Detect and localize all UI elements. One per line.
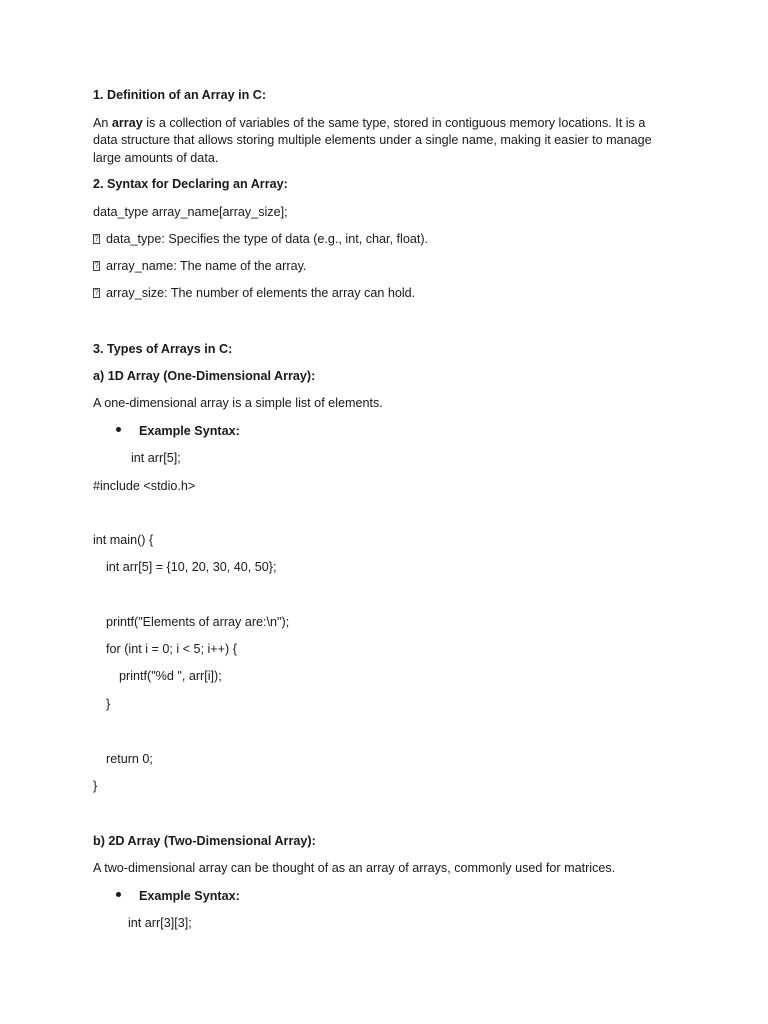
syntax-item-text: data_type: Specifies the type of data (e.g., int, char, float). — [106, 232, 429, 246]
subsection-1d-heading: a) 1D Array (One-Dimensional Array): — [93, 369, 316, 383]
example-bullet-label: Example Syntax: — [139, 424, 240, 438]
bullet-icon — [116, 892, 121, 897]
missing-glyph-icon — [93, 261, 100, 271]
code-line: } — [93, 779, 98, 793]
bullet-icon — [116, 427, 121, 432]
example-bullet — [116, 888, 240, 905]
missing-glyph-icon — [93, 288, 100, 298]
missing-glyph-icon — [93, 234, 100, 244]
code-line: for (int i = 0; i < 5; i++) { — [106, 642, 237, 656]
subsection-2d-desc: A two-dimensional array can be thought of as an array of arrays, commonly used for matrices. — [93, 861, 616, 875]
subsection-1d-desc: A one-dimensional array is a simple list of elements. — [93, 396, 383, 410]
example-bullet — [116, 423, 240, 440]
section-2-heading: 2. Syntax for Declaring an Array: — [93, 177, 288, 191]
code-line: return 0; — [106, 752, 153, 766]
example-bullet-label: Example Syntax: — [139, 889, 240, 903]
subsection-2d-heading: b) 2D Array (Two-Dimensional Array): — [93, 834, 316, 848]
section-3-heading: 3. Types of Arrays in C: — [93, 342, 233, 356]
syntax-item — [93, 231, 428, 248]
code-line: #include <stdio.h> — [93, 479, 196, 493]
definition-keyword: array — [111, 116, 143, 130]
code-line: int main() { — [93, 533, 154, 547]
syntax-item — [93, 285, 415, 302]
example-1d: int arr[5]; — [131, 451, 181, 465]
definition-line-2: data structure that allows storing multiple elements under a single name, making it easier to manage — [93, 133, 652, 147]
section-1-heading: 1. Definition of an Array in C: — [93, 88, 267, 102]
code-line: printf("Elements of array are:\n"); — [106, 615, 290, 629]
definition-prefix: An — [93, 116, 112, 130]
syntax-item-text: array_size: The number of elements the array can hold. — [106, 286, 416, 300]
syntax-item — [93, 258, 306, 275]
example-2d: int arr[3][3]; — [128, 916, 192, 930]
code-line: } — [106, 697, 111, 711]
code-line: printf("%d ", arr[i]); — [119, 669, 222, 683]
definition-line-1 — [93, 115, 645, 132]
syntax-item-text: array_name: The name of the array. — [106, 259, 307, 273]
definition-rest: is a collection of variables of the same type, stored in contiguous memory locations. It is a — [142, 116, 646, 130]
syntax-line: data_type array_name[array_size]; — [93, 205, 288, 219]
code-line: int arr[5] = {10, 20, 30, 40, 50}; — [106, 560, 277, 574]
definition-line-3: large amounts of data. — [93, 151, 219, 165]
